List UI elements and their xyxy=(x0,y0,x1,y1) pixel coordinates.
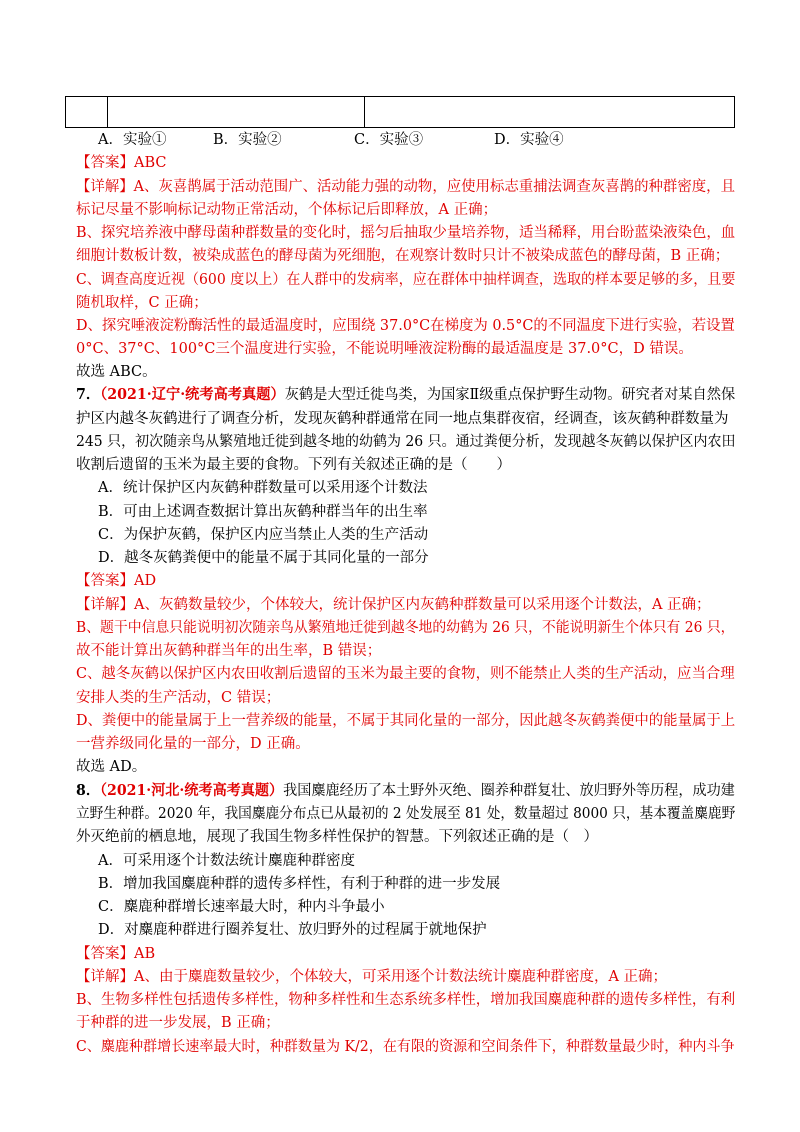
q7-detail-line: 一营养级同化量的一部分，D 正确。 xyxy=(76,736,310,752)
q6-detail-line: B、探究培养液中酵母菌种群数量的变化时，摇匀后抽取少量培养物，适当稀释，用台盼蓝染液染色，血 xyxy=(76,225,736,241)
q8-detail-line: 于种群的进一步发展，B 正确； xyxy=(76,1015,280,1031)
q7-detail-line: B、题干中信息只能说明初次随亲鸟从繁殖地迁徙到越冬地的幼鹤为 26 只，不能说明新生个体只有 26 只， xyxy=(76,620,735,636)
q7-option-c: C．为保护灰鹤，保护区内应当禁止人类的生产活动 xyxy=(98,527,429,543)
q8-detail-line: 【详解】A、由于麋鹿数量较少，个体较大，可采用逐个计数法统计麋鹿种群密度，A 正确； xyxy=(76,969,668,985)
q8-number: 8． xyxy=(76,782,100,799)
q8-source: （2021·河北·统考高考真题） xyxy=(99,782,284,799)
q7-source: （2021·辽宁·统考高考真题） xyxy=(100,386,285,403)
q7-stem-text: 灰鹤是大型迁徙鸟类，为国家Ⅱ级重点保护野生动物。研究者对某自然保 xyxy=(284,387,736,403)
q6-option-a: A．实验① xyxy=(98,132,167,148)
q7-detail-line: 【详解】A、灰鹤数量较少，个体较大，统计保护区内灰鹤种群数量可以采用逐个计数法，A 正确； xyxy=(76,597,711,613)
q8-detail-line: C、麋鹿种群增长速率最大时，种群数量为 K/2，在有限的资源和空间条件下，种群数量最少时，种内斗争 xyxy=(76,1039,735,1055)
q7-detail-line: 安排人类的生产活动，C 错误； xyxy=(76,690,281,706)
q8-option-b: B．增加我国麋鹿种群的遗传多样性，有利于种群的进一步发展 xyxy=(98,876,501,892)
q8-option-d: D．对麋鹿种群进行圈养复壮、放归野外的过程属于就地保护 xyxy=(98,922,487,938)
q7-conclusion: 故选 AD。 xyxy=(76,759,147,775)
q6-detail-line: 随机取样，C 正确； xyxy=(76,295,208,311)
q8-stem-line: 立野生种群。2020 年，我国麋鹿分布点已从最初的 2 处发展至 81 处，数量超过 8000 只，基本覆盖麋鹿野 xyxy=(76,806,736,822)
q7-stem-line: 245 只，初次随亲鸟从繁殖地迁徙到越冬地的幼鹤为 26 只。通过粪便分析，发现越冬灰鹤以保护区内农田 xyxy=(76,434,736,450)
q7-detail-line: D、粪便中的能量属于上一营养级的能量，不属于其同化量的一部分，因此越冬灰鹤粪便中的能量属于上 xyxy=(76,713,736,729)
q7-detail-line: 故不能计算出灰鹤种群当年的出生率，B 错误； xyxy=(76,643,382,659)
q6-detail-line: 【详解】A、灰喜鹊属于活动范围广、活动能力强的动物，应使用标志重捕法调查灰喜鹊的种群密度，且 xyxy=(76,179,735,195)
q7-stem-line: 护区内越冬灰鹤进行了调查分析，发现灰鹤种群通常在同一地点集群夜宿，经调查，该灰鹤种群数量为 xyxy=(76,411,729,427)
q6-detail-line: C、调查高度近视（600 度以上）在人群中的发病率，应在群体中抽样调查，选取的样本要足够的多，且要 xyxy=(76,272,736,288)
q6-detail-line: 细胞计数板计数，被染成蓝色的酵母菌为死细胞，在观察计数时只计不被染成蓝色的酵母菌，B 正确； xyxy=(76,248,730,264)
q7-answer: 【答案】AD xyxy=(76,573,157,589)
table-cell xyxy=(108,97,365,127)
q8-stem-text: 我国麋鹿经历了本土野外灭绝、圈养种群复壮、放归野外等历程，成功建 xyxy=(283,783,735,799)
q7-option-d: D．越冬灰鹤粪便中的能量不属于其同化量的一部分 xyxy=(98,550,429,566)
table-cell xyxy=(365,97,734,127)
q7-stem-first-line xyxy=(76,385,735,405)
q6-option-b: B．实验② xyxy=(213,132,282,148)
q8-answer: 【答案】AB xyxy=(76,946,156,962)
q6-detail-line: D、探究唾液淀粉酶活性的最适温度时，应围绕 37.0°C在梯度为 0.5°C的不同温度下进行实验，若设置 xyxy=(76,318,735,334)
q7-detail-line: C、越冬灰鹤以保护区内农田收割后遗留的玉米为最主要的食物，则不能禁止人类的生产活动，应当合理 xyxy=(76,666,735,682)
q8-stem-line: 外灭绝前的栖息地，展现了我国生物多样性保护的智慧。下列叙述正确的是（ ） xyxy=(76,829,598,845)
q8-detail-line: B、生物多样性包括遗传多样性，物种多样性和生态系统多样性，增加我国麋鹿种群的遗传多样性，有利 xyxy=(76,992,736,1008)
q7-number: 7． xyxy=(76,386,101,403)
q8-option-a: A．可采用逐个计数法统计麋鹿种群密度 xyxy=(98,853,355,869)
q6-detail-line: 标记尽量不影响标记动物正常活动，个体标记后即释放，A 正确； xyxy=(76,202,498,218)
q6-detail-line: 0°C、37°C、100°C三个温度进行实验，不能说明唾液淀粉酶的最适温度是 37.0°C，D 错误。 xyxy=(76,341,693,357)
q7-option-a: A．统计保护区内灰鹤种群数量可以采用逐个计数法 xyxy=(98,480,428,496)
q6-conclusion: 故选 ABC。 xyxy=(76,364,157,380)
q6-option-c: C．实验③ xyxy=(354,132,424,148)
table-cell xyxy=(66,97,108,127)
q7-stem-line: 收割后遗留的玉米为最主要的食物。下列有关叙述正确的是（ ） xyxy=(76,457,511,473)
table-fragment xyxy=(65,96,735,128)
q6-answer: 【答案】ABC xyxy=(76,155,167,171)
q7-option-b: B．可由上述调查数据计算出灰鹤种群当年的出生率 xyxy=(98,504,428,520)
q8-option-c: C．麋鹿种群增长速率最大时，种内斗争最小 xyxy=(98,899,385,915)
q6-option-d: D．实验④ xyxy=(494,132,564,148)
q8-stem-first-line xyxy=(76,781,735,801)
